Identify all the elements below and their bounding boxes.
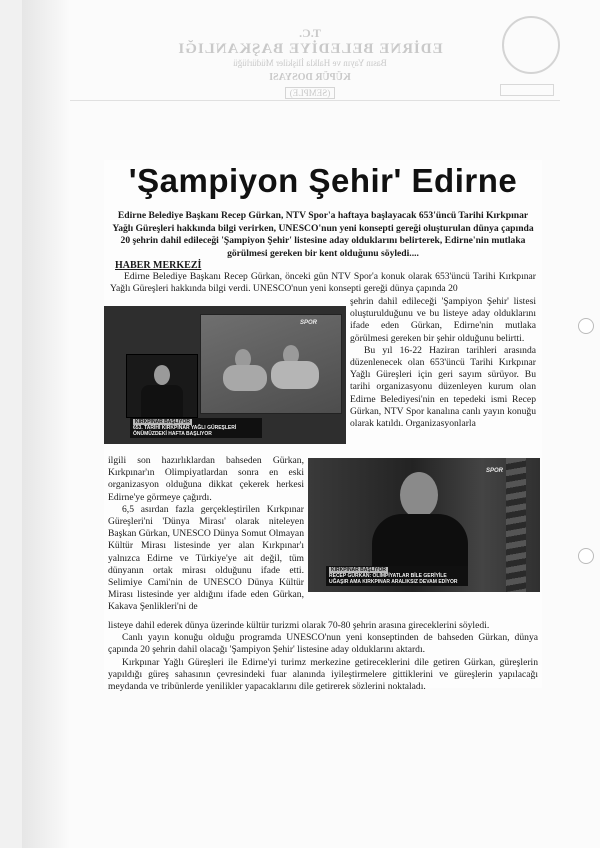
guest-figure — [400, 472, 438, 518]
wrestler-figure — [271, 361, 319, 389]
article-column-right — [350, 296, 536, 430]
channel-logo: SPOR — [486, 468, 504, 474]
studio-decor — [506, 458, 526, 592]
letterhead-stamp-box — [500, 84, 554, 96]
article-paragraph: 6,5 asırdan fazla gerçekleştirilen Kırkpınar Güreşleri'ni 'Dünya Mirası' olarak niteleyen Başkan Gürkan, UNESCO Dünya Somut Olmayan Kültür Mirası listesinde yer alan Kırkpınar'ı yalnızca Edirne ve Türkiye'ye ait değil, tüm dünyanın ortak mirası olduğunu ifade etti. Selimiye Cami'nin de UNESCO Dünya Kültür Mirası listesinde yer aldığını ifade eden Gürkan, Kakava Şenlikleri'ni de — [108, 503, 304, 613]
guest-figure — [154, 365, 170, 385]
article-paragraph: Bu yıl 16-22 Haziran tarihleri arasında düzenlenecek olan 653'üncü Tarihi Kırkpınar Yağlı Güreşleri için geri sayım sürüyor. Bu tarihi organizasyonu düzenleyen kurum olan Edirne Belediyesi'nin en tepedeki ismi Recep Gürkan, NTV Spor kanalına canlı yayın konuğu olarak katıldı. Organizasyonlarla — [350, 344, 536, 430]
caption-tag: KIRKPINAR BAŞLIYOR — [135, 419, 191, 425]
letterhead-bleedthrough — [150, 26, 470, 101]
tv-screenshot-interview — [308, 458, 540, 592]
letterhead-title: EDİRNE BELEDİYE BAŞKANLIĞI — [177, 41, 443, 57]
article-headline: 'Şampiyon Şehir' Edirne — [128, 162, 518, 199]
municipality-logo — [502, 16, 560, 74]
guest-inset-image — [126, 354, 198, 418]
tv-caption-banner — [326, 566, 468, 586]
bleedthrough-text — [543, 165, 561, 685]
wrestling-match-image — [200, 314, 342, 414]
punch-hole — [578, 548, 594, 564]
letterhead-rule — [70, 100, 560, 101]
article-byline: HABER MERKEZİ — [115, 260, 202, 271]
scan-edge-shadow — [22, 0, 70, 848]
article-paragraph: listeye dahil ederek dünya üzerinde kültür turizmi olarak 70-80 şehrin arasına gireceklerini söyledi. — [108, 620, 490, 631]
punch-hole — [578, 318, 594, 334]
letterhead-line: (SEMPLE) — [285, 87, 336, 99]
letterhead-line: Basın Yayın ve Halkla İlişkiler Müdürlüğü — [233, 58, 387, 68]
tv-caption-banner — [130, 418, 262, 438]
caption-text: RECEP GÜRKAN: OLİMPİYATLAR BİLE GERİYİLE UĞAŞIR AMA KIRKPINAR ARALIKSIZ DEVAM EDİYOR — [329, 573, 458, 585]
guest-figure — [141, 385, 183, 417]
article-paragraph: şehrin dahil edileceği 'Şampiyon Şehir' listesi oluşturulduğunu ve bu listeye aday olduklarını ifade eden Gürkan, Edirne'nin mutlaka görülmesi gereken bir şehir olduğunu belirtti. — [350, 296, 536, 344]
wrestler-figure — [223, 365, 267, 391]
channel-logo: SPOR — [300, 320, 318, 326]
article-paragraph: ilgili son hazırlıklardan bahseden Gürkan, Kırkpınar'ın Olimpiyatlardan sonra en eski organizasyon olduğuna dikkat çekerek herkesi Edirne'ye görmeye çağırdı. — [108, 455, 304, 503]
caption-text: 653. TARİHİ KIRKPINAR YAĞLI GÜREŞLERİ ÖNÜMÜZDEKİ HAFTA BAŞLIYOR — [133, 425, 237, 437]
guest-figure — [372, 514, 468, 574]
article-paragraph: Edirne Belediye Başkanı Recep Gürkan, önceki gün NTV Spor'a konuk olarak 653'üncü Tarihi Kırkpınar Yağlı Güreşleri hakkında bilgi verdi. UNESCO'nun yeni konsepti gereği dünya çapında 20 — [110, 271, 536, 295]
letterhead-line: T.C. — [299, 26, 321, 40]
caption-tag: KIRKPINAR BAŞLIYOR — [331, 567, 387, 573]
article-paragraph: Kırkpınar Yağlı Güreşleri ile Edirne'yi turimz merkezine getireceklerini dile getiren Gürkan, güreşlerin yapıldığı güreş sahasının çevresindeki fuar alanında iyileştirmelere gittiklerini ve güreşlerin yapılacağı meydanda ve tribünlerde yenilikler yapacaklarını dile getirerek sözlerini noktaladı. — [108, 656, 538, 693]
article-paragraph: Canlı yayın konuğu olduğu programda UNESCO'nun yeni konseptinden de bahseden Gürkan, dünya çapında 20 şehrin dahil olacağı 'Şampiyon Şehir' listesine aday olduklarını aktardı. — [108, 632, 538, 656]
tv-screenshot-wrestling — [104, 306, 346, 444]
article-column-full — [108, 620, 538, 693]
article-lead: Edirne Belediye Başkanı Recep Gürkan, NTV Spor'a haftaya başlayacak 653'üncü Tarihi Kırkpınar Yağlı Güreşleri hakkında bilgi verirken, UNESCO'nun yeni konsepti gereği oluşturulan dünya çapında 20 şehrin dahil edileceği 'Şampiyon Şehir' listesine aday olduklarını belirterek, Edirne'nin mutlaka görülmesi gereken bir kent olduğunu söyledi.... — [112, 210, 534, 259]
letterhead-line: KÜPÜR DOSYASI — [269, 72, 351, 83]
article-column-left — [108, 455, 304, 614]
